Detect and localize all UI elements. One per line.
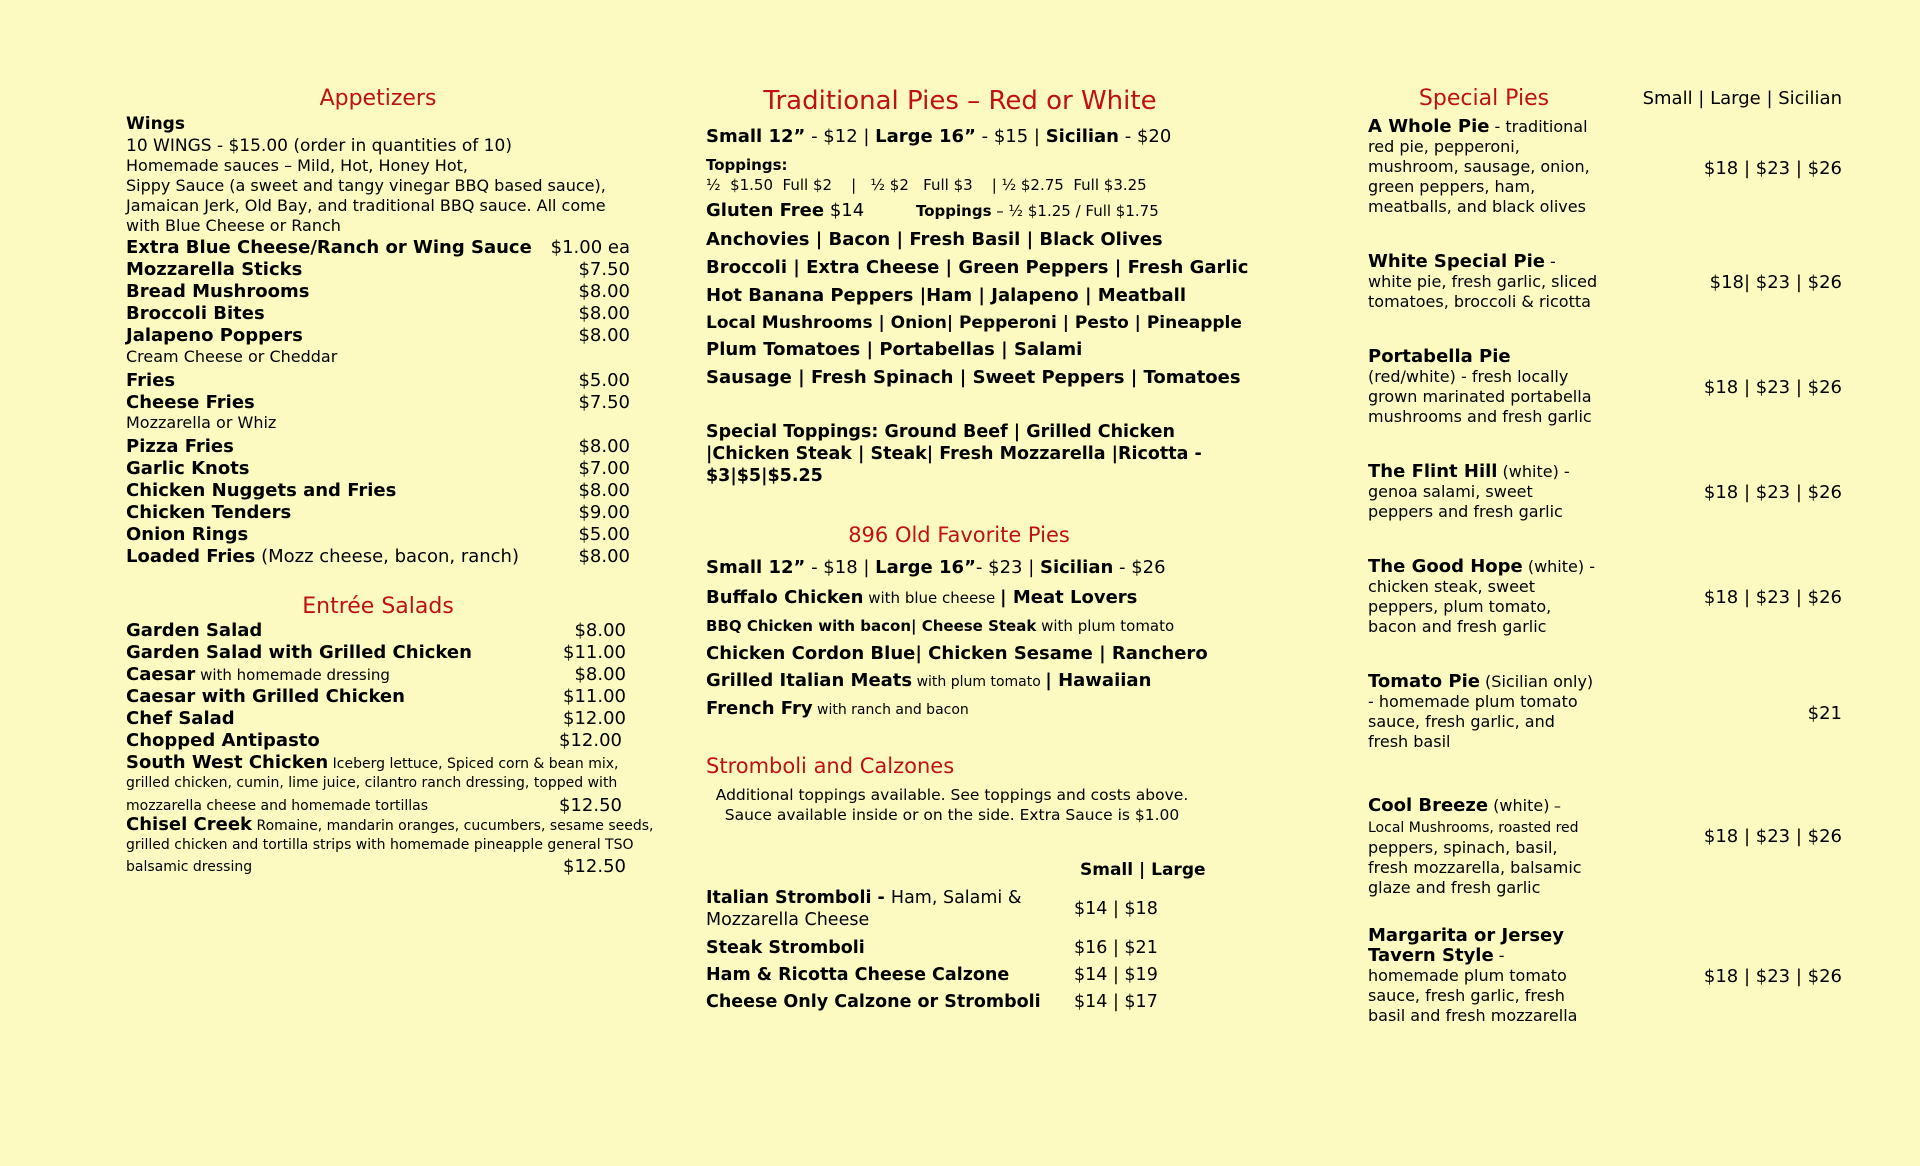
pie-desc: - traditional red pie, pepperoni, mushroom, sausage, onion, green peppers, ham, meatballs, and black olives xyxy=(1368,117,1590,216)
size-small-price: - $12 | xyxy=(805,126,876,147)
item-name: Bread Mushrooms xyxy=(126,281,310,302)
item-price: $11.00 xyxy=(563,686,626,707)
topping-line: Plum Tomatoes | Portabellas | Salami xyxy=(706,339,1083,360)
pie-name: A Whole Pie xyxy=(1368,116,1490,137)
special-title: Special Pies xyxy=(1418,86,1550,111)
item-desc: with homemade dressing xyxy=(195,666,390,684)
menu-item xyxy=(126,303,630,325)
item-name: Extra Blue Cheese/Ranch or Wing Sauce xyxy=(126,237,532,258)
menu-item xyxy=(126,480,630,502)
special-toppings-line: $3|$5|$5.25 xyxy=(706,466,823,486)
item-name: Broccoli Bites xyxy=(126,303,265,324)
size-small-label: Small 12” xyxy=(706,126,806,147)
southwest-line-1 xyxy=(126,752,618,773)
stromboli-item-name: Ham & Ricotta Cheese Calzone xyxy=(706,965,1010,985)
pie-name: | Hawaiian xyxy=(1045,670,1152,691)
item-price: $8.00 xyxy=(574,620,626,641)
item-name: Garlic Knots xyxy=(126,458,250,479)
item-price: $12.00 xyxy=(559,730,622,751)
gluten-free-line xyxy=(706,200,864,221)
appetizers-title: Appetizers xyxy=(319,86,437,111)
salad-item-chisel xyxy=(126,856,626,878)
pie-name: Cool Breeze xyxy=(1368,795,1489,816)
item-price: $12.00 xyxy=(563,708,626,729)
old-favorite-line: Chicken Cordon Blue| Chicken Sesame | Ranchero xyxy=(706,643,1208,664)
pie-desc: with plum tomato xyxy=(1036,617,1175,635)
toppings-prices: ½ $1.50 Full $2 | ½ $2 Full $3 | ½ $2.75 Full $3.25 xyxy=(706,176,1147,194)
pie-name: The Flint Hill xyxy=(1368,461,1498,482)
pie-desc: – Local Mushrooms, roasted red xyxy=(1368,799,1579,836)
item-name: Fries xyxy=(126,370,176,391)
old-favorite-line xyxy=(706,615,1174,636)
size-sicilian-label: Sicilian xyxy=(1045,126,1119,147)
item-price: $9.00 xyxy=(578,502,630,523)
item-price: $12.50 xyxy=(559,795,622,816)
special-size-header: Small | Large | Sicilian xyxy=(1642,88,1842,109)
pie-name: White Special Pie xyxy=(1368,251,1545,272)
menu-item xyxy=(126,502,630,524)
pie-name: Grilled Italian Meats xyxy=(706,670,913,691)
old-favorite-line xyxy=(706,670,1151,691)
pie-price: $21 xyxy=(1807,703,1842,724)
item-price: $8.00 xyxy=(578,436,630,457)
menu-item xyxy=(126,325,630,347)
pie-price: $18 | $23 | $26 xyxy=(1703,826,1842,847)
item-desc: Ham, Salami & xyxy=(890,888,1022,908)
salad-item xyxy=(126,620,626,642)
salad-item xyxy=(126,730,622,752)
item-price: $8.00 xyxy=(578,480,630,501)
menu-item xyxy=(126,259,630,281)
item-name: Cheese Fries xyxy=(126,392,255,413)
pie-desc: - homemade plum tomato sauce, fresh garlic, and fresh basil xyxy=(1368,692,1578,751)
size-large-label: Large 16” xyxy=(875,126,976,147)
gluten-free-price: $14 xyxy=(824,200,865,221)
item-desc: mozzarella cheese and homemade tortillas xyxy=(126,798,428,814)
item-name: Pizza Fries xyxy=(126,436,234,457)
pie-tag: (white) xyxy=(1488,796,1550,815)
stromboli-note-1: Additional toppings available. See toppings and costs above. xyxy=(715,786,1189,804)
stromboli-title: Stromboli and Calzones xyxy=(706,754,955,778)
stromboli-note-2: Sauce available inside or on the side. Extra Sauce is $1.00 xyxy=(724,806,1180,824)
item-name: Caesar xyxy=(126,664,196,685)
jalapeno-note: Cream Cheese or Cheddar xyxy=(126,347,338,366)
item-name: Chicken Tenders xyxy=(126,502,292,523)
italian-stromboli-price: $14 | $18 xyxy=(1074,899,1158,919)
pie-desc: peppers, spinach, basil, fresh mozzarella, balsamic glaze and fresh garlic xyxy=(1368,838,1582,897)
menu-item xyxy=(126,524,630,546)
salad-item xyxy=(126,642,626,664)
pie-price: $18 | $23 | $26 xyxy=(1703,482,1842,503)
pie-desc: - chicken steak, sweet peppers, plum tomato, bacon and fresh garlic xyxy=(1368,557,1595,636)
pie-tag: (red/white) xyxy=(1368,367,1456,386)
item-price: $7.00 xyxy=(578,458,630,479)
item-price: $8.00 xyxy=(578,546,630,567)
item-price: $12.50 xyxy=(563,856,626,877)
menu-item xyxy=(126,281,630,303)
pie-price: $18 | $23 | $26 xyxy=(1703,966,1842,987)
pie-tag: (white) xyxy=(1522,557,1585,576)
wings-line: 10 WINGS - $15.00 (order in quantities of 10) xyxy=(126,136,512,156)
item-name: Caesar with Grilled Chicken xyxy=(126,686,405,707)
size-small-price: - $18 | xyxy=(805,557,876,578)
menu-item-loaded-fries xyxy=(126,546,630,568)
pie-name: Buffalo Chicken xyxy=(706,587,864,608)
pie-name: Margarita or Jersey Tavern Style xyxy=(1368,925,1564,966)
stromboli-size-header: Small | Large xyxy=(1080,860,1206,880)
chisel-line-2: grilled chicken and tortilla strips with homemade pineapple general TSO xyxy=(126,837,634,853)
item-price: $8.00 xyxy=(578,281,630,302)
cheese-fries-note: Mozzarella or Whiz xyxy=(126,413,277,432)
pie-name: BBQ Chicken with bacon| Cheese Steak xyxy=(706,617,1037,635)
item-name: Chicken Nuggets and Fries xyxy=(126,480,397,501)
pie-desc: with ranch and bacon xyxy=(812,702,969,718)
special-toppings-line: |Chicken Steak | Steak| Fresh Mozzarella |Ricotta - xyxy=(706,444,1202,464)
chisel-line-1 xyxy=(126,814,654,835)
wings-desc-2: Sippy Sauce (a sweet and tangy vinegar BBQ based sauce), xyxy=(126,176,606,195)
old-favorite-line xyxy=(706,698,969,719)
pie-price: $18 | $23 | $26 xyxy=(1703,158,1842,179)
item-name: Italian Stromboli - xyxy=(706,888,891,908)
topping-line: Broccoli | Extra Cheese | Green Peppers | Fresh Garlic xyxy=(706,257,1249,278)
item-desc: (Mozz cheese, bacon, ranch) xyxy=(255,546,519,567)
size-large-price: - $23 | xyxy=(975,557,1040,578)
item-price: $5.00 xyxy=(578,370,630,391)
size-sicilian-price: - $26 xyxy=(1113,557,1166,578)
item-price: $7.50 xyxy=(578,392,630,413)
size-small-label: Small 12” xyxy=(706,557,806,578)
pie-tag: (white) xyxy=(1497,462,1559,481)
topping-line: Sausage | Fresh Spinach | Sweet Peppers | Tomatoes xyxy=(706,367,1241,388)
wings-desc-4: with Blue Cheese or Ranch xyxy=(126,216,341,235)
salads-title: Entrée Salads xyxy=(302,594,454,619)
item-name: Garden Salad with Grilled Chicken xyxy=(126,642,472,663)
size-sicilian-label: Sicilian xyxy=(1040,557,1114,578)
pie-desc: with plum tomato xyxy=(912,674,1046,690)
menu-item-extra-sauce xyxy=(126,237,630,259)
old-favorite-line xyxy=(706,587,1137,608)
item-name: Chef Salad xyxy=(126,708,235,729)
pie-price: $18 | $23 | $26 xyxy=(1703,377,1842,398)
item-name: Loaded Fries xyxy=(126,546,256,567)
salad-item xyxy=(126,686,626,708)
item-name: Garden Salad xyxy=(126,620,263,641)
pie-price: $18 | $23 | $26 xyxy=(1703,587,1842,608)
item-desc: Iceberg lettuce, Spiced corn & bean mix, xyxy=(328,756,619,772)
item-desc: balsamic dressing xyxy=(126,859,253,875)
pie-name: | Meat Lovers xyxy=(1000,587,1138,608)
item-desc: Romaine, mandarin oranges, cucumbers, sesame seeds, xyxy=(252,818,654,834)
item-price: $8.00 xyxy=(578,325,630,346)
pie-tag: (Sicilian only) xyxy=(1479,672,1594,691)
item-name: Mozzarella Sticks xyxy=(126,259,303,280)
pie-name: Tomato Pie xyxy=(1368,671,1480,692)
traditional-sizes xyxy=(706,126,1171,147)
item-price: $8.00 xyxy=(578,303,630,324)
topping-line: Local Mushrooms | Onion| Pepperoni | Pesto | Pineapple xyxy=(706,313,1242,333)
wings-name: Wings xyxy=(126,114,185,134)
gf-toppings-label: Toppings xyxy=(916,202,992,220)
pie-desc: - fresh locally grown marinated portabella mushrooms and fresh garlic xyxy=(1368,367,1592,426)
pie-desc: - homemade plum tomato sauce, fresh garlic, fresh basil and fresh mozzarella xyxy=(1368,946,1578,1025)
toppings-label: Toppings: xyxy=(706,156,788,174)
pie-desc: - genoa salami, sweet peppers and fresh garlic xyxy=(1368,462,1570,521)
size-sicilian-price: - $20 xyxy=(1119,126,1172,147)
item-price: $7.50 xyxy=(578,259,630,280)
old-favorite-title: 896 Old Favorite Pies xyxy=(848,523,1070,547)
gluten-free-label: Gluten Free xyxy=(706,200,825,221)
stromboli-item-price: $14 | $19 xyxy=(1074,965,1158,985)
old-favorite-sizes xyxy=(706,557,1166,578)
gf-toppings-price: – ½ $1.25 / Full $1.75 xyxy=(991,202,1159,220)
wings-desc-1: Homemade sauces – Mild, Hot, Honey Hot, xyxy=(126,156,468,175)
pie-name: The Good Hope xyxy=(1368,556,1523,577)
size-large-price: - $15 | xyxy=(975,126,1046,147)
pie-desc: with blue cheese xyxy=(863,589,1001,607)
stromboli-item-price: $16 | $21 xyxy=(1074,938,1158,958)
pie-desc: - white pie, fresh garlic, sliced tomatoes, broccoli & ricotta xyxy=(1368,252,1598,311)
item-price: $11.00 xyxy=(563,642,626,663)
italian-stromboli-line-2: Mozzarella Cheese xyxy=(706,910,870,930)
menu-item xyxy=(126,436,630,458)
menu-item xyxy=(126,458,630,480)
item-price: $1.00 ea xyxy=(550,237,630,258)
salad-item xyxy=(126,708,626,730)
pie-price: $18| $23 | $26 xyxy=(1709,272,1842,293)
wings-desc-3: Jamaican Jerk, Old Bay, and traditional BBQ sauce. All come xyxy=(126,196,606,215)
topping-line: Hot Banana Peppers |Ham | Jalapeno | Meatball xyxy=(706,285,1187,306)
italian-stromboli-line-1 xyxy=(706,888,1022,908)
southwest-line-2: grilled chicken, cumin, lime juice, cilantro ranch dressing, topped with xyxy=(126,775,618,791)
item-name: Jalapeno Poppers xyxy=(126,325,303,346)
item-price: $8.00 xyxy=(574,664,626,685)
item-name: Onion Rings xyxy=(126,524,249,545)
item-price: $5.00 xyxy=(578,524,630,545)
menu-item-fries xyxy=(126,370,630,392)
item-name: Chopped Antipasto xyxy=(126,730,320,751)
pie-name: French Fry xyxy=(706,698,813,719)
traditional-title: Traditional Pies – Red or White xyxy=(763,86,1157,116)
special-toppings-line: Special Toppings: Ground Beef | Grilled Chicken xyxy=(706,422,1175,442)
size-large-label: Large 16” xyxy=(875,557,976,578)
topping-line: Anchovies | Bacon | Fresh Basil | Black Olives xyxy=(706,229,1163,250)
menu-item-cheese-fries xyxy=(126,392,630,414)
stromboli-item-name: Cheese Only Calzone or Stromboli xyxy=(706,992,1041,1012)
item-name: South West Chicken xyxy=(126,752,329,773)
gluten-free-toppings xyxy=(916,202,1159,220)
salad-item xyxy=(126,664,626,686)
stromboli-item-price: $14 | $17 xyxy=(1074,992,1158,1012)
stromboli-item-name: Steak Stromboli xyxy=(706,938,865,958)
item-name: Chisel Creek xyxy=(126,814,253,835)
pie-name: Portabella Pie xyxy=(1368,346,1511,367)
